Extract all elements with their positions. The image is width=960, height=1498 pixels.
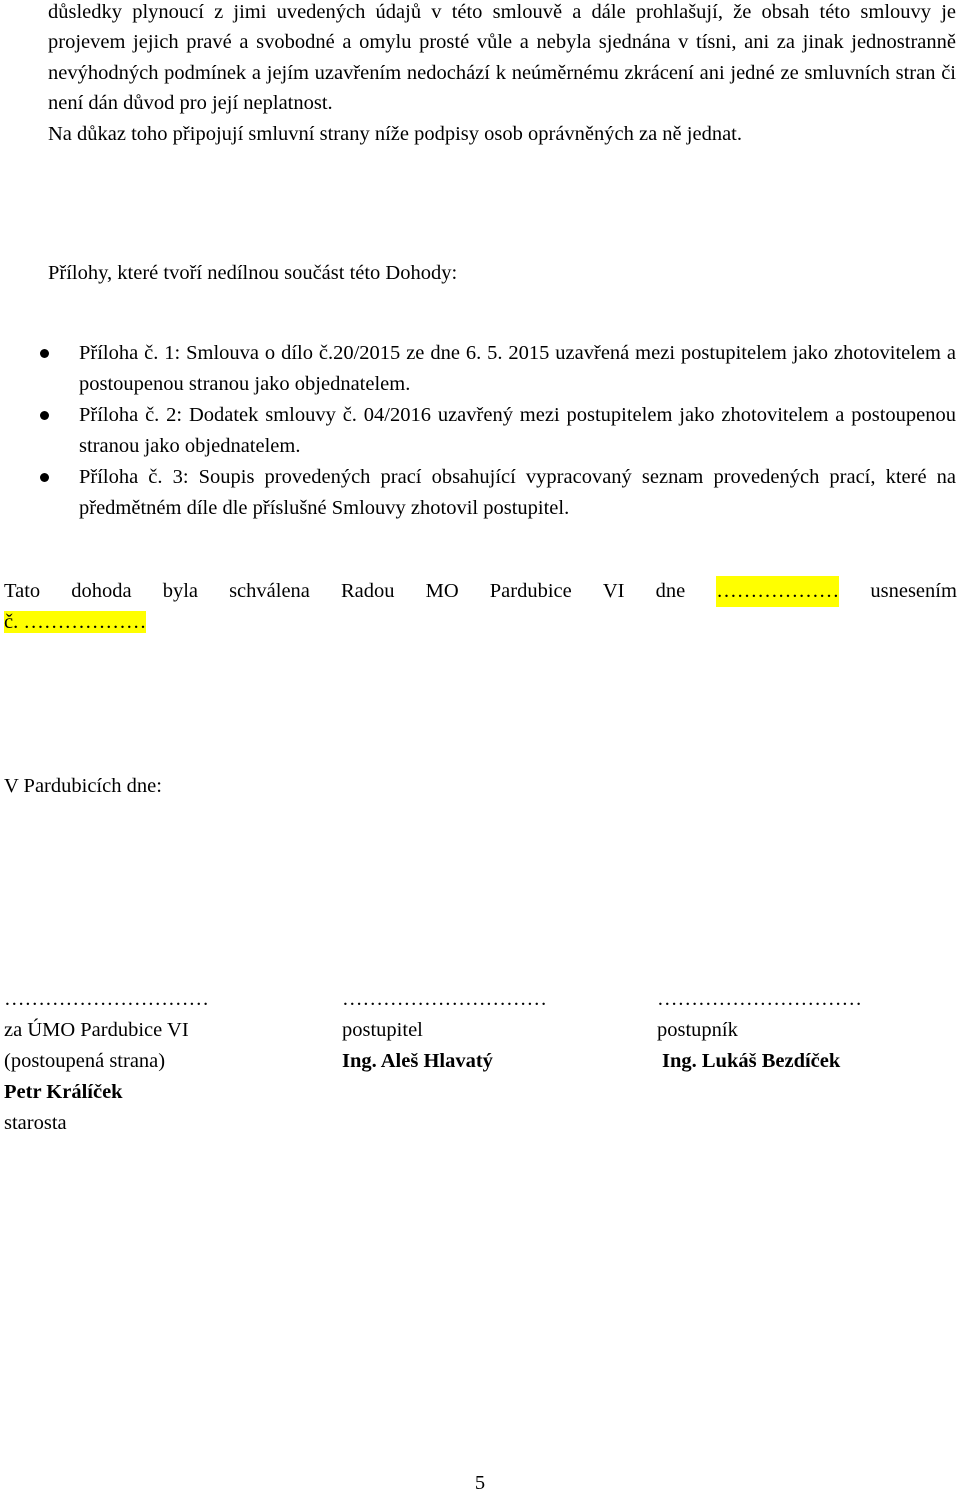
annex-item-text: Příloha č. 1: Smlouva o dílo č.20/2015 ze dne 6. 5. 2015 uzavřená mezi postupitelem jako zhotovitelem a postoupenou stranou jako objednatelem. [79,342,956,395]
approval-word: Tato [4,580,41,602]
signature-block-assigned-party [4,984,209,1139]
place-date: V Pardubicích dne: [4,775,162,797]
approval-date-blank: ……………… [716,576,839,607]
annexes-list [0,338,960,524]
signature-line: ………………………… [342,988,547,1010]
approval-word: schválena [229,580,310,602]
annexes-heading: Přílohy, které tvoří nedílnou součást této Dohody: [48,262,458,284]
signature-detail: (postoupená strana) [4,1050,166,1072]
signature-role: postupník [657,1019,738,1041]
annex-item-1 [79,338,956,400]
approval-resolution-label: usnesením [870,580,957,602]
annex-item-3 [79,462,956,524]
approval-word: VI [602,580,625,602]
signature-title: starosta [4,1112,67,1134]
closing-paragraph-text: důsledky plynoucí z jimi uvedených údajů v této smlouvě a dále prohlašují, že obsah této smlouvy je projevem jejich pravé a svobodné a omylu prosté vůle a nebyla sjednána v tísni, ani za jinak jednostranně nevýhodných podmínek a jejím uzavřením nedochází k neúměrnému zkrácení ani jedné ze smluvních stran či není dán důvod pro její neplatnost. [48,1,956,115]
annex-item-text: Příloha č. 3: Soupis provedených prací obsahující vypracovaný seznam provedených prací, které na předmětném díle dle příslušné Smlouvy zhotovil postupitel. [79,466,956,519]
approval-word: MO [425,580,459,602]
approval-line [4,607,957,638]
signature-block-assignor [342,984,547,1077]
closing-paragraph-signature-sentence: Na důkaz toho připojují smluvní strany níže podpisy osob oprávněných za ně jednat. [48,122,742,145]
bullet-icon [40,349,49,358]
approval-number-blank: ……………… [23,611,147,633]
approval-statement [4,576,957,638]
bullet-icon [40,411,49,420]
approval-word: byla [162,580,198,602]
annex-item-text: Příloha č. 2: Dodatek smlouvy č. 04/2016 uzavřený mezi postupitelem jako zhotovitelem a postoupenou stranou jako objednatelem. [79,404,956,457]
signature-line: ………………………… [4,988,209,1010]
approval-word: Radou [341,580,395,602]
approval-word: dne [655,580,686,602]
bullet-icon [40,473,49,482]
signature-name: Petr Králíček [4,1081,123,1103]
signature-block-assignee [657,984,862,1077]
signature-role: za ÚMO Pardubice VI [4,1019,189,1041]
signature-line: ………………………… [657,988,862,1010]
approval-word: dohoda [71,580,132,602]
approval-number-prefix: č. [4,611,19,633]
signature-role: postupitel [342,1019,423,1041]
signature-name: Ing. Aleš Hlavatý [342,1050,493,1072]
annex-item-2 [79,400,956,462]
approval-line [4,576,957,607]
signature-name: Ing. Lukáš Bezdíček [662,1050,841,1072]
approval-word: Pardubice [489,580,572,602]
closing-paragraph [48,0,956,149]
approval-number-field [4,611,146,633]
page-number: 5 [474,1472,486,1494]
